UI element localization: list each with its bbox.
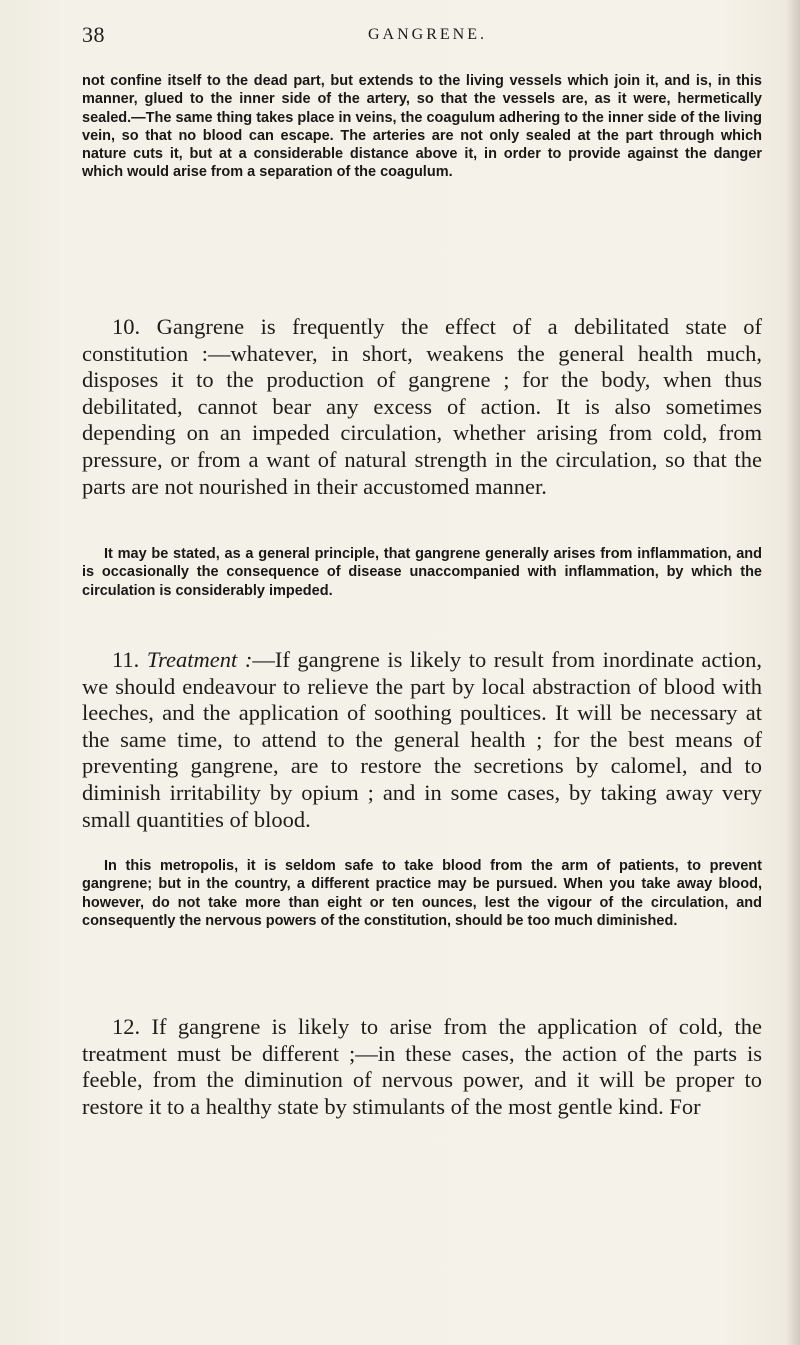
section-heading-treatment: Treatment : — [146, 647, 253, 672]
paragraph-continuation: not confine itself to the dead part, but extends to the living vessels which join it, and is, in this manner, glued to the inner side of the artery, so that the vessels are, as it were, hermetically sealed.—The same thing takes place in veins, the coagulum adhering to the inner side of the living vein, so that no blood can escape. The arteries are not only sealed at the part through which nature cuts it, but at a considerable distance above it, in order to provide against the danger which would arise from a separation of the coagulum. — [82, 73, 762, 181]
note-bloodletting: In this metropolis, it is seldom safe to take blood from the arm of patients, to prevent gangrene; but in the country, a different practice may be pursued. When you take away blood, however, do not take more than eight or ten ounces, lest the vigour of the circulation, and consequently the nervous powers of the constitution, should be too much diminished. — [82, 858, 762, 929]
paragraph-section-10: 10. Gangrene is frequently the effect of a debilitated state of constitution :—whatever, in short, weakens the general health much, disposes it to the production of gangrene ; for the body, when thus debilitated, cannot bear any excess of action. It is also sometimes depending on an impeded circulation, whether arising from cold, from pressure, or from a want of natural strength in the circulation, so that the parts are not nourished in their accustomed manner. — [82, 314, 762, 499]
page-edge-shadow — [786, 0, 800, 1345]
paragraph-section-11 — [82, 647, 762, 833]
section-number: 11. — [112, 647, 140, 672]
note-general-principle: It may be stated, as a general principle, that gangrene generally arises from inflammation, and is occasionally the consequence of disease unaccompanied with inflammation, by which the circulation is considerably impeded. — [82, 546, 762, 599]
paragraph-section-12: 12. If gangrene is likely to arise from the application of cold, the treatment must be different ;—in these cases, the action of the parts is feeble, from the diminution of nervous power, and it will be proper to restore it to a healthy state by stimulants of the most gentle kind. For — [82, 1014, 762, 1119]
section-11-body: —If gangrene is likely to result from inordinate action, we should endeavour to relieve the part by local abstraction of blood with leeches, and the application of soothing poultices. It will be necessary at the same time, to attend to the general health ; for the best means of preventing gangrene, are to restore the secretions by calomel, and to diminish irritability by opium ; and in some cases, by taking away very small quantities of blood. — [82, 647, 762, 832]
running-head-title: GANGRENE. — [368, 26, 487, 43]
page-number: 38 — [82, 22, 105, 47]
running-head — [82, 22, 762, 52]
